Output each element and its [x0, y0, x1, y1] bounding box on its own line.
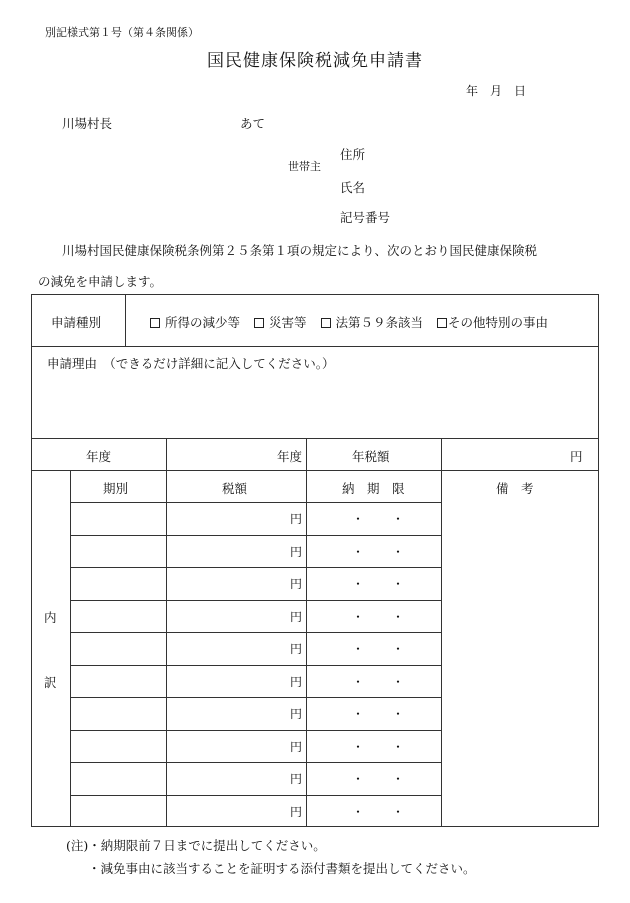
form-number: 別記様式第１号（第４条関係）	[45, 26, 199, 39]
table-rule	[70, 795, 441, 796]
tax-amount-yen-unit: 円	[289, 512, 302, 526]
tax-amount-yen-unit: 円	[289, 577, 302, 591]
deadline-separator: ・	[352, 804, 365, 819]
checkbox-icon[interactable]	[321, 318, 331, 328]
fiscal-year-value-suffix: 年度	[277, 449, 303, 464]
deadline-separator: ・	[392, 609, 405, 624]
col-period-header: 期別	[103, 481, 129, 496]
table-rule	[70, 600, 441, 601]
table-rule	[70, 502, 442, 503]
date-line: 年 月 日	[466, 84, 527, 98]
col-tax-header: 税額	[222, 481, 248, 496]
deadline-separator: ・	[392, 544, 405, 559]
breakdown-label-2: 訳	[44, 675, 57, 690]
note-line-1: (注)・納期限前７日までに提出してください。	[66, 838, 326, 853]
tax-amount-yen-unit: 円	[289, 739, 302, 754]
option-label: その他特別の事由	[448, 315, 549, 330]
deadline-separator: ・	[352, 674, 365, 689]
deadline-separator: ・	[392, 674, 405, 689]
reason-label: 申請理由 （できるだけ詳細に記入してください。）	[47, 356, 335, 371]
table-rule	[70, 632, 441, 633]
checkbox-icon[interactable]	[254, 318, 264, 328]
tax-amount-yen-unit: 円	[289, 609, 302, 624]
table-rule	[31, 438, 599, 439]
body-text-line-1: 川場村国民健康保険税条例第２５条第１項の規定により、次のとおり国民健康保険税	[62, 243, 538, 258]
deadline-separator: ・	[352, 544, 365, 559]
col-remarks-header: 備 考	[496, 481, 534, 496]
checkbox-icon[interactable]	[150, 318, 160, 328]
application-type-options	[150, 313, 548, 331]
deadline-separator: ・	[392, 642, 405, 656]
table-rule	[31, 346, 599, 347]
form-title: 国民健康保険税減免申請書	[207, 51, 423, 71]
table-rule	[125, 294, 126, 346]
deadline-separator: ・	[392, 512, 405, 526]
addressee-name: 川場村長	[62, 116, 113, 131]
deadline-separator: ・	[392, 577, 405, 591]
col-deadline-header: 納 期 限	[342, 481, 405, 496]
deadline-separator: ・	[352, 772, 365, 786]
tax-amount-yen-unit: 円	[289, 642, 302, 656]
checkbox-icon[interactable]	[437, 318, 447, 328]
address-label: 住所	[340, 147, 366, 162]
option-other-special[interactable]	[437, 313, 548, 331]
household-head-label: 世帯主	[288, 160, 321, 173]
table-rule	[441, 438, 442, 827]
note-line-2: ・減免事由に該当することを証明する添付書類を提出してください。	[88, 861, 476, 876]
table-rule	[70, 470, 71, 827]
option-label: 法第５９条該当	[335, 315, 424, 330]
table-rule	[70, 535, 441, 536]
tax-amount-yen-unit: 円	[289, 544, 302, 559]
table-rule	[70, 762, 441, 763]
symbol-number-label: 記号番号	[340, 210, 391, 225]
tax-amount-yen-unit: 円	[289, 772, 302, 786]
deadline-separator: ・	[392, 739, 405, 754]
addressee-suffix: あて	[240, 116, 266, 131]
tax-amount-yen-unit: 円	[289, 804, 302, 819]
application-type-label: 申請種別	[51, 315, 102, 330]
table-rule	[70, 665, 441, 666]
deadline-separator: ・	[352, 707, 365, 721]
deadline-separator: ・	[352, 577, 365, 591]
name-label: 氏名	[340, 180, 366, 195]
option-label: 災害等	[269, 315, 307, 330]
deadline-separator: ・	[352, 512, 365, 526]
table-rule	[70, 567, 441, 568]
table-rule	[70, 730, 441, 731]
deadline-separator: ・	[352, 739, 365, 754]
option-income-decrease[interactable]	[150, 313, 240, 331]
body-text-line-2: の減免を申請します。	[38, 274, 163, 289]
deadline-separator: ・	[392, 772, 405, 786]
tax-amount-yen-unit: 円	[289, 674, 302, 689]
application-table	[31, 294, 599, 827]
deadline-separator: ・	[352, 609, 365, 624]
annual-tax-yen-unit: 円	[570, 449, 583, 464]
table-rule	[31, 470, 599, 471]
deadline-separator: ・	[392, 804, 405, 819]
option-label: 所得の減少等	[165, 315, 241, 330]
breakdown-label-1: 内	[44, 610, 57, 625]
option-disaster[interactable]	[254, 313, 307, 331]
table-rule	[70, 697, 441, 698]
annual-tax-label: 年税額	[352, 449, 390, 464]
option-article-59[interactable]	[321, 313, 424, 331]
fiscal-year-label: 年度	[86, 449, 112, 464]
deadline-separator: ・	[392, 707, 405, 721]
tax-amount-yen-unit: 円	[289, 707, 302, 721]
deadline-separator: ・	[352, 642, 365, 656]
